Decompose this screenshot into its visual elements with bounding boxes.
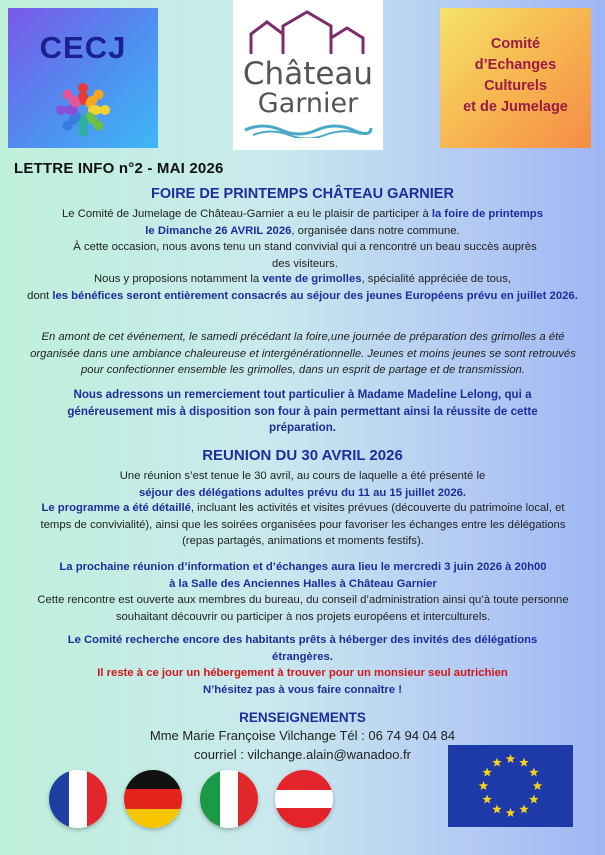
text: , spécialité appréciée de tous, [361,273,511,285]
logo-chateau-text: Château [242,56,374,92]
contact-phone-line: Mme Marie Françoise Vilchange Tél : 06 74 94 04 84 [149,728,456,743]
logo-garnier-text: Garnier [257,88,359,119]
text: Le Comité de Jumelage de Château-Garnier a eu le plaisir de participer à [62,208,432,220]
italy-flag-icon [200,770,258,828]
committee-title-box [440,8,591,148]
fair-thanks-paragraph: Nous adressons un remerciement tout particulier à Madame Madeline Lelong, qui a généreusement mis à disposition son four à pain permettant ainsi la réussite de cette préparation. [67,388,538,435]
next-meeting-paragraph [28,559,578,625]
highlight-text: les bénéfices seront entièrement consacrés au séjour des jeunes Européens prévu en juillet 2026. [52,289,578,302]
eu-flag-icon [448,745,573,827]
highlight-text: vente de grimolles [262,273,362,285]
france-flag-icon [49,770,107,828]
highlight-text: séjour des délégations adultes prévu du 11 au 15 juillet 2026. [138,486,467,499]
germany-flag-icon [124,770,182,828]
call-to-action-text: N’hésitez pas à vous faire connaître ! [202,684,402,696]
highlight-text: La prochaine réunion d’information et d’échanges aura lieu le mercredi 3 juin 2026 à 20h00 [59,561,547,573]
fair-intro-paragraph [30,206,575,239]
fair-preparation-paragraph: En amont de cet événement, le samedi précédant la foire,une journée de préparation des grimolles a été organisée dans une ambiance chaleureuse et intergénérationnelle. Jeunes et moins jeunes se sont retrouvés pour confectionner ensemble les grimolles, dans un esprit de partage et de transmission. [30,331,576,377]
hosting-alert-text: Il reste à ce jour un hébergement à trouver pour un monsieur seul autrichien [97,667,508,679]
cecj-logo-text: CECJ [39,30,127,65]
highlight-text: la foire de printemps [431,208,543,220]
contact-email-line: courriel : vilchange.alain@wanadoo.fr [194,747,411,762]
people-circle-icon [51,78,115,142]
fair-stand-paragraph: À cette occasion, nous avons tenu un stand convivial qui a rencontré un beau succès auprès des visiteurs. [73,241,537,270]
highlight-text: Le programme a été détaillé [41,502,191,514]
text: , organisée dans notre commune. [291,224,460,237]
contact-title: RENSEIGNEMENTS [239,710,366,725]
section-title-fair: FOIRE DE PRINTEMPS CHÂTEAU GARNIER [151,186,454,202]
text: , incluant les activités et visites prévues (découverte du patrimoine local, et temps de convivialité), ainsi que les soirées organisées pour favoriser les échanges entre les délégations (repas partagés, animations et moments festifs). [40,502,566,548]
committee-title-line: Culturels [484,78,547,94]
austria-flag-icon [275,770,333,828]
houses-roof-icon [243,8,373,58]
wave-icon [243,122,373,138]
text: Nous y proposions notamment la [94,273,263,285]
meeting-program-paragraph [38,500,568,550]
fair-grimolles-paragraph [25,271,580,304]
chateau-garnier-logo [233,0,383,150]
text: dont [27,289,53,302]
cecj-logo [8,8,158,148]
committee-title-line: et de Jumelage [463,99,568,115]
highlight-text: à la Salle des Anciennes Halles à Château Garnier [169,577,437,590]
hosting-request-paragraph: Le Comité recherche encore des habitants prêts à héberger des invités des délégations étrangères. [67,634,538,663]
highlight-text: le Dimanche 26 AVRIL 2026 [145,224,292,237]
text: Une réunion s’est tenue le 30 avril, au cours de laquelle a été présenté le [119,470,486,482]
committee-title-line: Comité [490,36,541,52]
issue-title: LETTRE INFO n°2 - MAI 2026 [14,160,224,177]
section-title-meeting: REUNION DU 30 AVRIL 2026 [202,447,403,464]
meeting-intro-paragraph [40,468,565,501]
text: Cette rencontre est ouverte aux membres du bureau, du conseil d’administration ainsi qu’à toute personne souhaitant découvrir ou participer à nos projets européens et interculturels. [37,594,569,623]
committee-title-line: d’Echanges [474,57,557,73]
